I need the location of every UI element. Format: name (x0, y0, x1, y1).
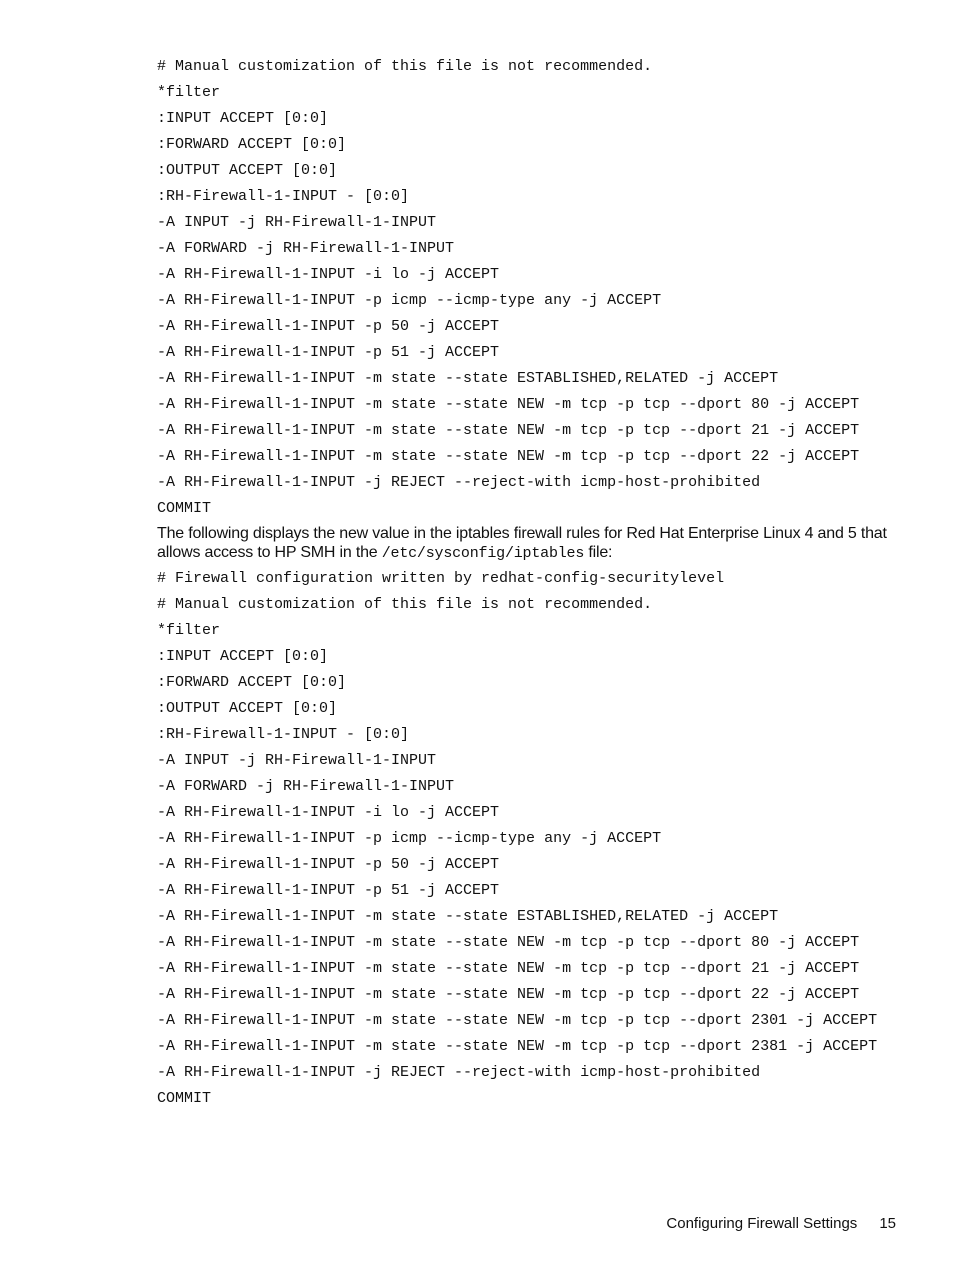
code-line: -A RH-Firewall-1-INPUT -m state --state NEW -m tcp -p tcp --dport 80 -j ACCEPT (157, 396, 860, 413)
page-footer (666, 1215, 896, 1232)
code-line: -A RH-Firewall-1-INPUT -p 50 -j ACCEPT (157, 856, 500, 873)
paragraph-text-after: file: (584, 544, 613, 561)
code-line: :INPUT ACCEPT [0:0] (157, 110, 329, 127)
page-content (157, 58, 902, 1116)
code-line: -A RH-Firewall-1-INPUT -m state --state NEW -m tcp -p tcp --dport 2301 -j ACCEPT (157, 1012, 878, 1029)
code-line: :OUTPUT ACCEPT [0:0] (157, 700, 338, 717)
code-line: # Manual customization of this file is not recommended. (157, 596, 653, 613)
code-line: -A RH-Firewall-1-INPUT -m state --state NEW -m tcp -p tcp --dport 22 -j ACCEPT (157, 448, 860, 465)
code-line: -A RH-Firewall-1-INPUT -m state --state ESTABLISHED,RELATED -j ACCEPT (157, 908, 779, 925)
code-line: -A RH-Firewall-1-INPUT -j REJECT --reject-with icmp-host-prohibited (157, 474, 761, 491)
code-line: -A RH-Firewall-1-INPUT -p 50 -j ACCEPT (157, 318, 500, 335)
code-line: -A RH-Firewall-1-INPUT -i lo -j ACCEPT (157, 266, 500, 283)
code-line: *filter (157, 622, 221, 639)
code-line: :OUTPUT ACCEPT [0:0] (157, 162, 338, 179)
code-line: -A RH-Firewall-1-INPUT -p icmp --icmp-type any -j ACCEPT (157, 830, 662, 847)
code-line: -A RH-Firewall-1-INPUT -m state --state NEW -m tcp -p tcp --dport 21 -j ACCEPT (157, 422, 860, 439)
code-line: :FORWARD ACCEPT [0:0] (157, 136, 347, 153)
file-path: /etc/sysconfig/iptables (381, 545, 585, 562)
code-block-2 (157, 570, 902, 1107)
code-line: -A RH-Firewall-1-INPUT -m state --state NEW -m tcp -p tcp --dport 2381 -j ACCEPT (157, 1038, 878, 1055)
footer-section-title: Configuring Firewall Settings (666, 1215, 858, 1232)
code-line: COMMIT (157, 500, 212, 517)
code-line: -A RH-Firewall-1-INPUT -p icmp --icmp-type any -j ACCEPT (157, 292, 662, 309)
code-line: -A FORWARD -j RH-Firewall-1-INPUT (157, 240, 455, 257)
code-block-1 (157, 58, 902, 517)
intro-paragraph (157, 524, 902, 563)
code-line: -A RH-Firewall-1-INPUT -i lo -j ACCEPT (157, 804, 500, 821)
page-number: 15 (879, 1215, 896, 1232)
code-line: :FORWARD ACCEPT [0:0] (157, 674, 347, 691)
code-line: COMMIT (157, 1090, 212, 1107)
code-line: -A RH-Firewall-1-INPUT -m state --state NEW -m tcp -p tcp --dport 21 -j ACCEPT (157, 960, 860, 977)
code-line: -A INPUT -j RH-Firewall-1-INPUT (157, 752, 437, 769)
code-line: # Firewall configuration written by redhat-config-securitylevel (157, 570, 725, 587)
code-line: :RH-Firewall-1-INPUT - [0:0] (157, 188, 410, 205)
code-line: :INPUT ACCEPT [0:0] (157, 648, 329, 665)
code-line: *filter (157, 84, 221, 101)
code-line: -A RH-Firewall-1-INPUT -j REJECT --reject-with icmp-host-prohibited (157, 1064, 761, 1081)
code-line: :RH-Firewall-1-INPUT - [0:0] (157, 726, 410, 743)
code-line: # Manual customization of this file is not recommended. (157, 58, 653, 75)
code-line: -A RH-Firewall-1-INPUT -p 51 -j ACCEPT (157, 344, 500, 361)
code-line: -A RH-Firewall-1-INPUT -p 51 -j ACCEPT (157, 882, 500, 899)
code-line: -A RH-Firewall-1-INPUT -m state --state NEW -m tcp -p tcp --dport 80 -j ACCEPT (157, 934, 860, 951)
paragraph-text-before: The following displays the new value in the iptables firewall rules for Red Hat Enterprise Linux 4 and 5 that allows access to HP SMH in the (157, 525, 887, 561)
code-line: -A RH-Firewall-1-INPUT -m state --state NEW -m tcp -p tcp --dport 22 -j ACCEPT (157, 986, 860, 1003)
code-line: -A INPUT -j RH-Firewall-1-INPUT (157, 214, 437, 231)
code-line: -A RH-Firewall-1-INPUT -m state --state ESTABLISHED,RELATED -j ACCEPT (157, 370, 779, 387)
code-line: -A FORWARD -j RH-Firewall-1-INPUT (157, 778, 455, 795)
